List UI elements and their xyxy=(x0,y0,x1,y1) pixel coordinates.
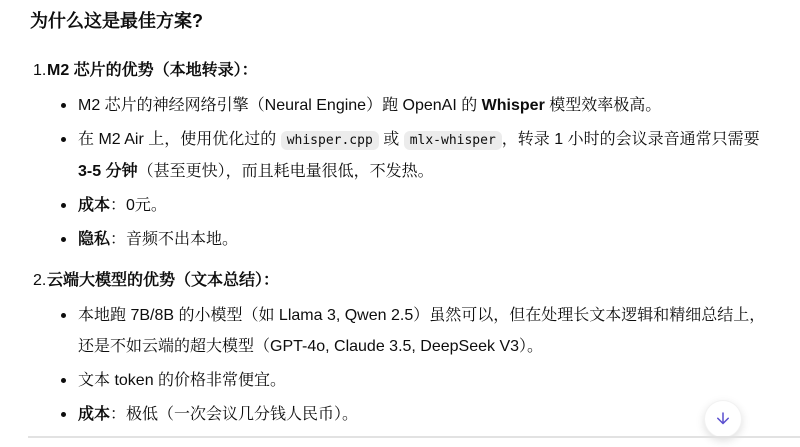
text-run: ：0元。 xyxy=(110,197,167,214)
bullet-icon xyxy=(61,103,66,108)
text-run: 文本 token 的价格非常便宜。 xyxy=(78,372,287,389)
text-run: ：音频不出本地。 xyxy=(110,231,239,248)
list-item xyxy=(30,399,776,430)
bullet-list xyxy=(30,90,776,255)
list-item xyxy=(30,90,776,121)
list-item xyxy=(30,365,776,396)
section-title: M2 芯片的优势（本地转录）： xyxy=(47,62,258,79)
bullet-icon xyxy=(61,203,66,208)
inline-code: whisper.cpp xyxy=(281,131,379,150)
text-run: 模型效率极高。 xyxy=(544,97,662,114)
list-number: 2. xyxy=(33,272,47,289)
bullet-icon xyxy=(61,378,66,383)
text-run: 在 M2 Air 上，使用优化过的 xyxy=(78,131,281,148)
list-item xyxy=(30,190,776,221)
numbered-list xyxy=(30,55,776,430)
page-title: 为什么这是最佳方案? xyxy=(30,11,203,31)
text-run: 本地跑 7B/8B 的小模型（如 Llama 3, Qwen 2.5）虽然可以，但在处理长文本逻辑和精细总结上，还是不如云端的超大模型（GPT-4o, Claude 3.5, DeepSeek V3）。 xyxy=(78,307,766,355)
arrow-down-icon xyxy=(714,410,732,428)
text-run: （甚至更快），而且耗电量很低，不发热。 xyxy=(137,163,434,180)
bold-text: 3-5 分钟 xyxy=(78,163,138,180)
section-heading-row xyxy=(33,55,776,86)
text-run: M2 芯片的神经网络引擎（Neural Engine）跑 OpenAI 的 xyxy=(78,97,482,114)
inline-code: mlx-whisper xyxy=(404,131,502,150)
bullet-icon xyxy=(61,137,66,142)
section-heading-row xyxy=(33,265,776,296)
list-item xyxy=(30,124,776,187)
bullet-icon xyxy=(61,412,66,417)
list-item xyxy=(30,224,776,255)
bullet-list xyxy=(30,300,776,430)
bold-text: 成本 xyxy=(78,197,111,214)
bold-text: 隐私 xyxy=(78,231,111,248)
section-title: 云端大模型的优势（文本总结）： xyxy=(47,272,280,289)
divider xyxy=(28,436,800,438)
bold-text: 成本 xyxy=(78,406,111,423)
text-run: ，转录 1 小时的会议录音通常只需要 xyxy=(501,131,760,148)
scroll-to-bottom-button[interactable] xyxy=(704,400,742,438)
text-run: ：极低（一次会议几分钱人民币）。 xyxy=(110,406,359,423)
text-run: 或 xyxy=(378,131,404,148)
bullet-icon xyxy=(61,237,66,242)
bullet-icon xyxy=(61,313,66,318)
bold-text: Whisper xyxy=(481,97,545,114)
list-item xyxy=(30,300,776,362)
list-number: 1. xyxy=(33,62,47,79)
